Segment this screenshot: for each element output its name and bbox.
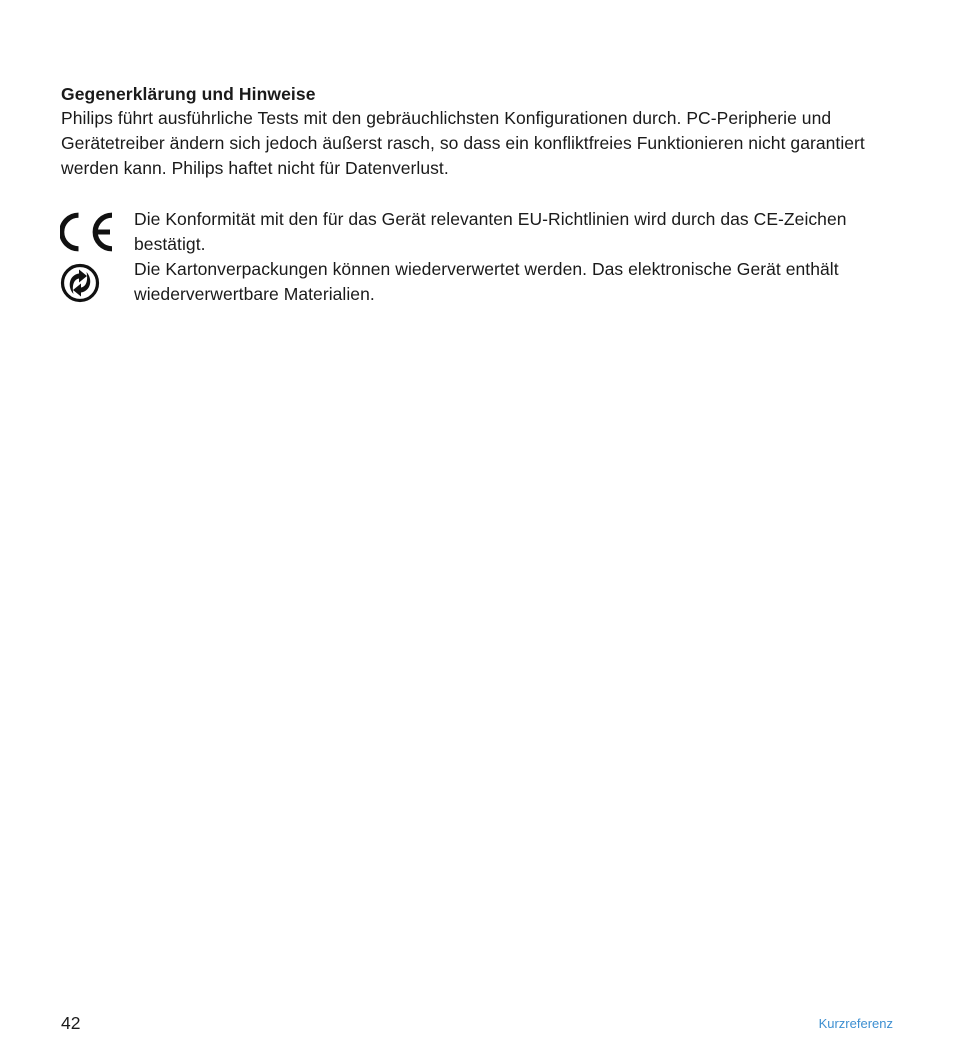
recycle-mark-icon [60, 263, 100, 303]
section-heading: Gegenerklärung und Hinweise [61, 84, 316, 104]
page-number: 42 [61, 1013, 81, 1033]
footer-section-name: Kurzreferenz [818, 1016, 893, 1031]
intro-paragraph: Philips führt ausführliche Tests mit den gebräuchlichsten Konfigurationen durch. PC-Peripherie und Gerätetreiber ändern sich jedoch äußerst rasch, so dass ein konfliktfreies Funktionieren nicht garantiert werden kann. Philips haftet nicht für Datenverlust. [61, 108, 865, 178]
ce-notice-text: Die Konformität mit den für das Gerät relevanten EU-Richtlinien wird durch das CE-Zeichen bestätigt. [134, 209, 847, 254]
recycle-notice-text: Die Kartonverpackungen können wiederverwertet werden. Das elektronische Gerät enthält wiederverwertbare Materialien. [134, 259, 839, 304]
ce-mark-icon [60, 212, 116, 252]
